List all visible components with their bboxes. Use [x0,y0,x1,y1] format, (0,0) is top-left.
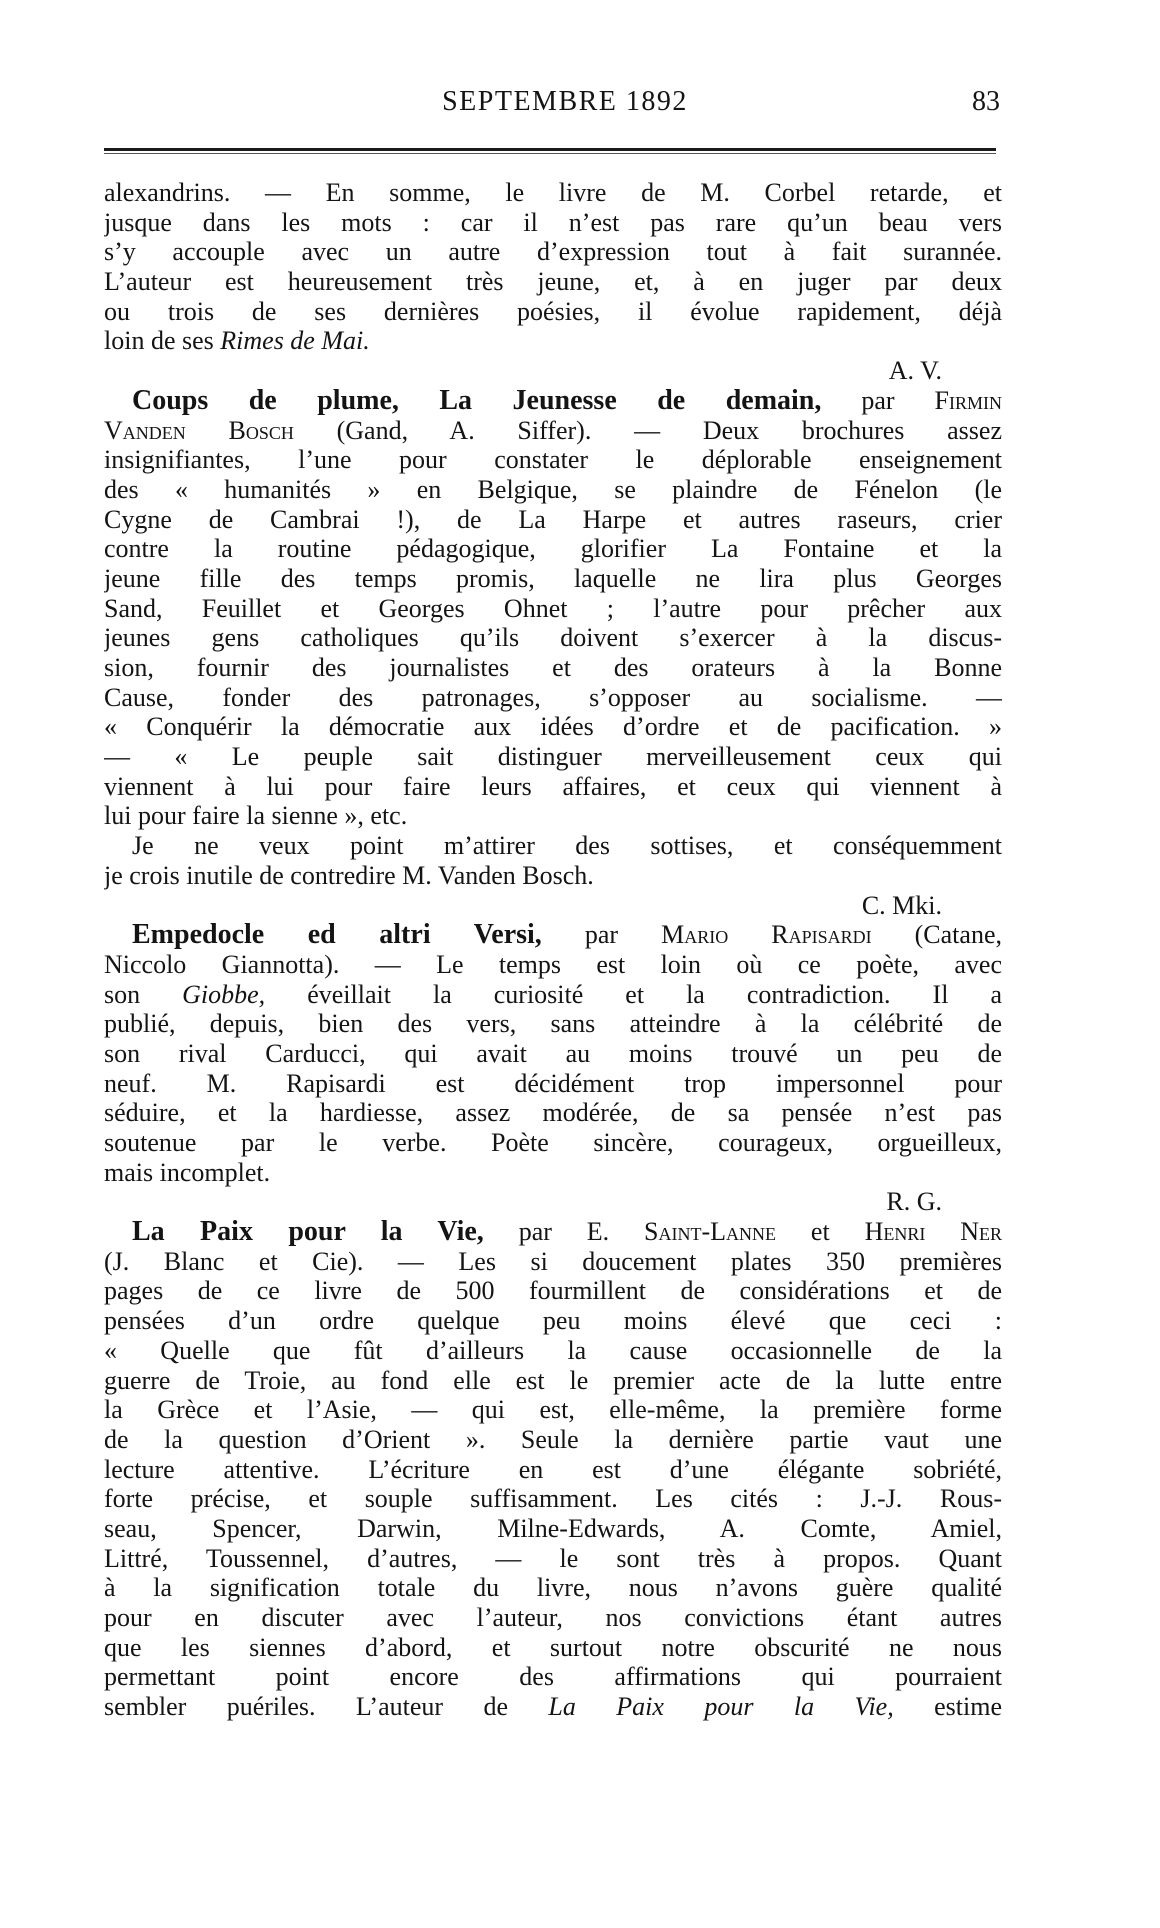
review-signature: A. V. [888,356,942,386]
text-fragment: et [776,1217,865,1247]
text-fragment: son [104,979,183,1009]
text-fragment: loin de ses [104,326,221,356]
text-line: ou trois de ses dernières poésies, il évolue rapidement, déjà [104,296,1002,326]
author-name: Firmin [934,385,1002,415]
text-fragment: sembler puériles. L’auteur de [104,1692,549,1722]
text-line: viennent à lui pour faire leurs affaires, et ceux qui viennent à [104,771,1002,801]
running-header [100,86,1000,126]
text-line: permettant point encore des affirmations qui pourraient [104,1662,1002,1692]
text-line: pensées d’un ordre quelque peu moins élevé que ceci : [104,1306,1002,1336]
text-line: son rival Carducci, qui avait au moins trouvé un peu de [104,1038,1002,1068]
review-signature: R. G. [886,1187,942,1217]
text-line: que les siennes d’abord, et surtout notre obscurité ne nous [104,1632,1002,1662]
text-line: des « humanités » en Belgique, se plaindre de Fénelon (le [104,474,1002,504]
text-line: pages de ce livre de 500 fourmillent de considérations et de [104,1276,1002,1306]
body-text [104,178,1002,1722]
text-line: Cygne de Cambrai !), de La Harpe et autres raseurs, crier [104,504,1002,534]
text-line: jeune fille des temps promis, laquelle ne lira plus Georges [104,563,1002,593]
text-line: publié, depuis, bien des vers, sans atteindre à la célébrité de [104,1009,1002,1039]
author-name: Vanden Bosch [104,415,294,445]
text-line [104,1692,1002,1722]
text-line: « Conquérir la démocratie aux idées d’ordre et de pacification. » [104,712,1002,742]
text-line: insignifiantes, l’une pour constater le déplorable enseignement [104,445,1002,475]
review-signature: C. Mki. [861,890,942,920]
text-line: soutenue par le verbe. Poète sincère, courageux, orgueilleux, [104,1128,1002,1157]
text-line: alexandrins. — En somme, le livre de M. Corbel retarde, et [104,178,1002,207]
text-line: Littré, Toussennel, d’autres, — le sont très à propos. Quant [104,1543,1002,1573]
text-line [104,326,1002,356]
text-line: forte précise, et souple suffisamment. Les cités : J.-J. Rous- [104,1484,1002,1514]
review-title: Coups de plume, La Jeunesse de demain, [132,385,822,416]
text-line [104,416,1002,446]
text-fragment: estime [893,1692,1002,1722]
text-line: jeunes gens catholiques qu’ils doivent s’exercer à la discus- [104,623,1002,653]
text-line: séduire, et la hardiesse, assez modérée, de sa pensée n’est pas [104,1098,1002,1128]
text-line: « Quelle que fût d’ailleurs la cause occasionnelle de la [104,1335,1002,1365]
text-line: (J. Blanc et Cie). — Les si doucement plates 350 premières [104,1246,1002,1276]
text-fragment: par E. [483,1217,645,1247]
text-fragment: par [541,920,662,950]
text-line: à la signification totale du livre, nous n’avons guère qualité [104,1573,1002,1603]
book-title-italic: La Paix pour la Vie, [548,1692,894,1722]
text-line: neuf. M. Rapisardi est décidément trop impersonnel pour [104,1068,1002,1098]
text-line: — « Le peuple sait distinguer merveilleusement ceux qui [104,742,1002,772]
text-line: pour en discuter avec l’auteur, nos convictions étant autres [104,1603,1002,1632]
review-heading-line [104,1217,1002,1247]
text-line: sion, fournir des journalistes et des orateurs à la Bonne [104,653,1002,682]
text-fragment: (Catane, [871,920,1002,950]
page-number: 83 [972,86,1000,117]
text-line: Cause, fonder des patronages, s’opposer au socialisme. — [104,682,1002,712]
text-line: Sand, Feuillet et Georges Ohnet ; l’autre pour prêcher aux [104,593,1002,623]
review-title: Empedocle ed altri Versi, [132,920,542,950]
text-line: contre la routine pédagogique, glorifier La Fontaine et la [104,534,1002,564]
text-line: lecture attentive. L’écriture en est d’une élégante sobriété, [104,1454,1002,1484]
text-line: guerre de Troie, au fond elle est le premier acte de la lutte entre [104,1365,1002,1395]
book-title-italic: Rimes de Mai. [220,326,370,356]
author-name: Saint-Lanne [644,1217,777,1247]
text-line: la Grèce et l’Asie, — qui est, elle-même, la première forme [104,1395,1002,1425]
review-rapisardi [104,920,1002,1217]
review-saint-lanne [104,1217,1002,1722]
text-line: L’auteur est heureusement très jeune, et, à en juger par deux [104,267,1002,297]
review-title: La Paix pour la Vie, [132,1217,484,1247]
header-rule [104,148,996,151]
text-line: Je ne veux point m’attirer des sottises, et conséquemment [132,831,1002,861]
text-line: lui pour faire la sienne », etc. [104,801,408,831]
text-line: mais incomplet. [104,1157,271,1187]
text-line: Niccolo Giannotta). — Le temps est loin où ce poète, avec [104,949,1002,979]
text-fragment: (Gand, A. Siffer). — Deux brochures assez [293,415,1002,445]
text-fragment: éveillait la curiosité et la contradiction. Il a [265,979,1002,1009]
header-rule-thin [104,153,996,154]
review-heading-line [104,920,1002,950]
running-title: SEPTEMBRE 1892 [442,86,688,117]
text-line: seau, Spencer, Darwin, Milne-Edwards, A. Comte, Amiel, [104,1513,1002,1543]
text-line: jusque dans les mots : car il n’est pas rare qu’un beau vers [104,207,1002,237]
text-line: s’y accouple avec un autre d’expression tout à fait surannée. [104,237,1002,267]
book-title-italic: Giobbe, [182,979,266,1009]
review-heading-line [104,386,1002,416]
text-line: je crois inutile de contredire M. Vanden Bosch. [104,860,594,890]
author-name: Henri Ner [864,1217,1002,1247]
text-line: de la question d’Orient ». Seule la dernière partie vaut une [104,1424,1002,1454]
text-fragment: par [821,385,935,415]
review-vanden-bosch [104,386,1002,920]
review-corbel [104,178,1002,386]
text-line [104,980,1002,1010]
author-name: Mario Rapisardi [661,920,872,950]
